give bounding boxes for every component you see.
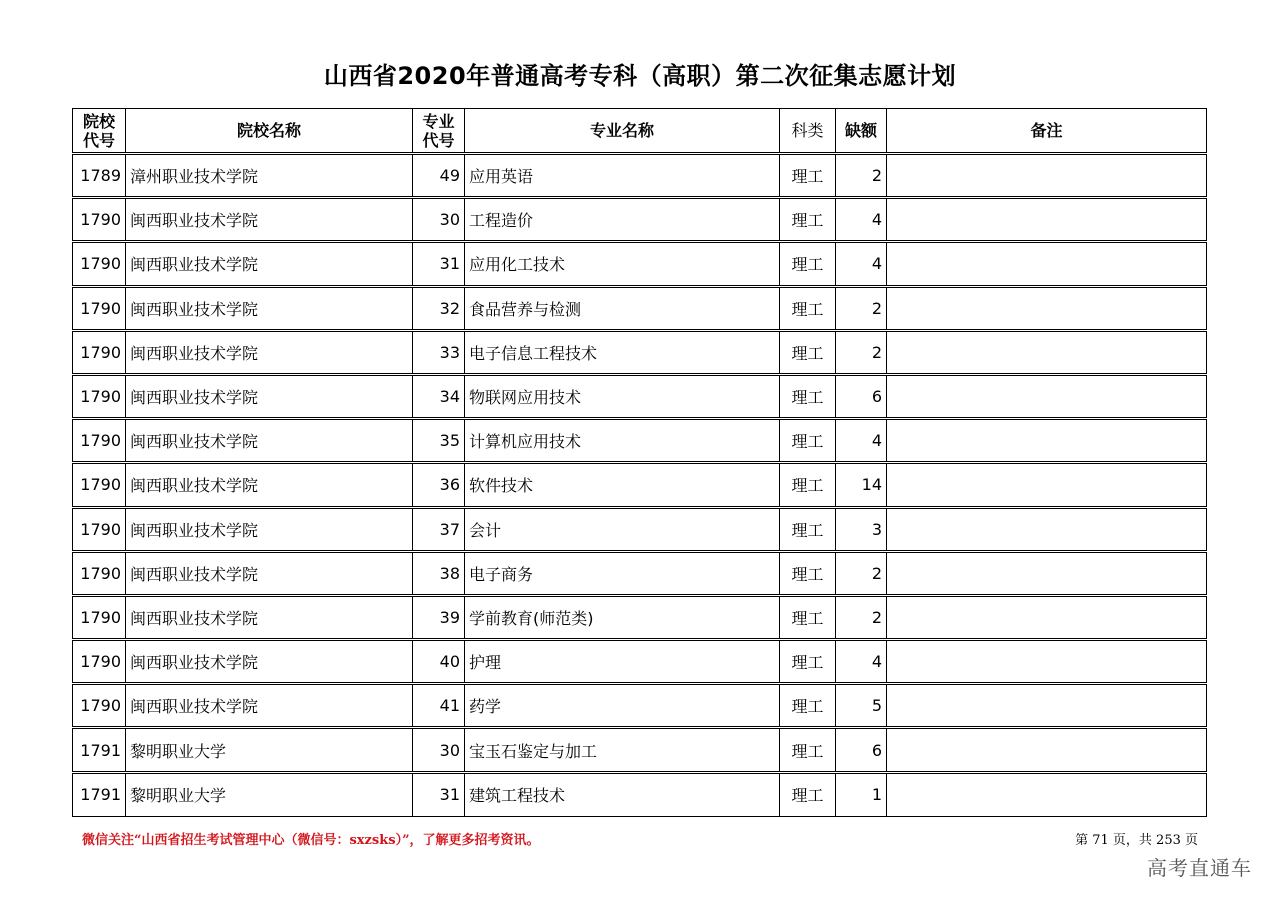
cell-remarks [887,419,1207,463]
cell-remarks [887,463,1207,507]
cell-school-name: 闽西职业技术学院 [126,198,413,242]
table-row [73,463,1207,507]
cell-quota: 2 [836,154,887,198]
cell-major-name: 电子信息工程技术 [465,330,780,374]
cell-major-code: 49 [413,154,465,198]
cell-school-code: 1790 [73,551,126,595]
cell-quota: 4 [836,198,887,242]
cell-category: 理工 [780,198,836,242]
table-row [73,684,1207,728]
cell-category: 理工 [780,595,836,639]
table-header-row [73,109,1207,154]
cell-remarks [887,374,1207,418]
cell-category: 理工 [780,242,836,286]
cell-quota: 4 [836,419,887,463]
header-remarks: 备注 [887,109,1207,154]
cell-remarks [887,507,1207,551]
cell-school-name: 闽西职业技术学院 [126,463,413,507]
cell-major-code: 31 [413,242,465,286]
cell-quota: 4 [836,242,887,286]
plan-table [72,108,1207,817]
cell-remarks [887,198,1207,242]
cell-school-code: 1790 [73,198,126,242]
cell-quota: 2 [836,286,887,330]
cell-school-code: 1790 [73,330,126,374]
cell-category: 理工 [780,286,836,330]
cell-remarks [887,595,1207,639]
cell-major-name: 学前教育(师范类) [465,595,780,639]
cell-school-name: 闽西职业技术学院 [126,684,413,728]
document-title: 山西省2020年普通高考专科（高职）第二次征集志愿计划 [323,62,957,90]
cell-remarks [887,684,1207,728]
cell-quota: 1 [836,772,887,816]
cell-remarks [887,640,1207,684]
table-body [73,154,1207,817]
cell-school-code: 1790 [73,595,126,639]
table-row [73,595,1207,639]
cell-remarks [887,330,1207,374]
page-number: 第 71 页，共 253 页 [1075,833,1198,848]
cell-category: 理工 [780,154,836,198]
cell-category: 理工 [780,551,836,595]
cell-major-name: 应用化工技术 [465,242,780,286]
cell-quota: 2 [836,551,887,595]
table-row [73,198,1207,242]
table-row [73,242,1207,286]
cell-school-code: 1789 [73,154,126,198]
cell-major-name: 工程造价 [465,198,780,242]
cell-major-code: 38 [413,551,465,595]
cell-category: 理工 [780,330,836,374]
cell-remarks [887,772,1207,816]
footer-wechat-note: 微信关注“山西省招生考试管理中心（微信号：sxzsks）”，了解更多招考资讯。 [82,833,540,848]
cell-school-name: 黎明职业大学 [126,728,413,772]
table-row [73,419,1207,463]
header-quota: 缺额 [836,109,887,154]
table-row [73,286,1207,330]
cell-major-code: 34 [413,374,465,418]
cell-school-name: 闽西职业技术学院 [126,242,413,286]
cell-quota: 2 [836,595,887,639]
cell-school-name: 闽西职业技术学院 [126,595,413,639]
cell-quota: 14 [836,463,887,507]
cell-major-name: 宝玉石鉴定与加工 [465,728,780,772]
table-row [73,772,1207,816]
cell-remarks [887,551,1207,595]
cell-school-name: 闽西职业技术学院 [126,419,413,463]
cell-quota: 6 [836,728,887,772]
cell-major-code: 32 [413,286,465,330]
cell-category: 理工 [780,684,836,728]
watermark: 高考直通车 [1147,856,1252,880]
header-major-name: 专业名称 [465,109,780,154]
cell-school-code: 1791 [73,728,126,772]
table-row [73,154,1207,198]
cell-category: 理工 [780,728,836,772]
cell-school-name: 闽西职业技术学院 [126,507,413,551]
cell-school-code: 1790 [73,463,126,507]
cell-major-code: 35 [413,419,465,463]
cell-major-code: 30 [413,728,465,772]
cell-remarks [887,154,1207,198]
cell-category: 理工 [780,772,836,816]
cell-remarks [887,728,1207,772]
table-row [73,507,1207,551]
table-row [73,640,1207,684]
cell-quota: 5 [836,684,887,728]
cell-quota: 3 [836,507,887,551]
cell-remarks [887,286,1207,330]
cell-major-code: 36 [413,463,465,507]
cell-school-code: 1790 [73,640,126,684]
cell-quota: 2 [836,330,887,374]
cell-school-name: 漳州职业技术学院 [126,154,413,198]
table-row [73,374,1207,418]
cell-school-name: 闽西职业技术学院 [126,640,413,684]
cell-school-code: 1790 [73,419,126,463]
cell-school-name: 闽西职业技术学院 [126,286,413,330]
header-category: 科类 [780,109,836,154]
cell-major-code: 39 [413,595,465,639]
cell-major-code: 41 [413,684,465,728]
cell-major-name: 食品营养与检测 [465,286,780,330]
cell-school-code: 1790 [73,507,126,551]
cell-major-name: 软件技术 [465,463,780,507]
table-row [73,551,1207,595]
cell-school-name: 闽西职业技术学院 [126,374,413,418]
cell-school-code: 1790 [73,374,126,418]
header-school-name: 院校名称 [126,109,413,154]
header-school-code: 院校代号 [73,109,126,154]
cell-major-code: 31 [413,772,465,816]
cell-school-code: 1790 [73,684,126,728]
cell-major-code: 33 [413,330,465,374]
cell-category: 理工 [780,507,836,551]
header-major-code: 专业代号 [413,109,465,154]
cell-major-name: 药学 [465,684,780,728]
cell-major-code: 37 [413,507,465,551]
cell-category: 理工 [780,419,836,463]
table-row [73,728,1207,772]
cell-remarks [887,242,1207,286]
cell-major-name: 计算机应用技术 [465,419,780,463]
cell-major-name: 物联网应用技术 [465,374,780,418]
cell-major-name: 应用英语 [465,154,780,198]
cell-quota: 6 [836,374,887,418]
cell-school-name: 闽西职业技术学院 [126,551,413,595]
cell-school-code: 1790 [73,242,126,286]
cell-school-code: 1790 [73,286,126,330]
cell-category: 理工 [780,374,836,418]
cell-quota: 4 [836,640,887,684]
table-row [73,330,1207,374]
cell-major-name: 会计 [465,507,780,551]
cell-major-name: 电子商务 [465,551,780,595]
cell-major-name: 建筑工程技术 [465,772,780,816]
cell-major-name: 护理 [465,640,780,684]
cell-major-code: 30 [413,198,465,242]
cell-school-name: 黎明职业大学 [126,772,413,816]
cell-school-name: 闽西职业技术学院 [126,330,413,374]
cell-school-code: 1791 [73,772,126,816]
cell-category: 理工 [780,640,836,684]
cell-major-code: 40 [413,640,465,684]
cell-category: 理工 [780,463,836,507]
